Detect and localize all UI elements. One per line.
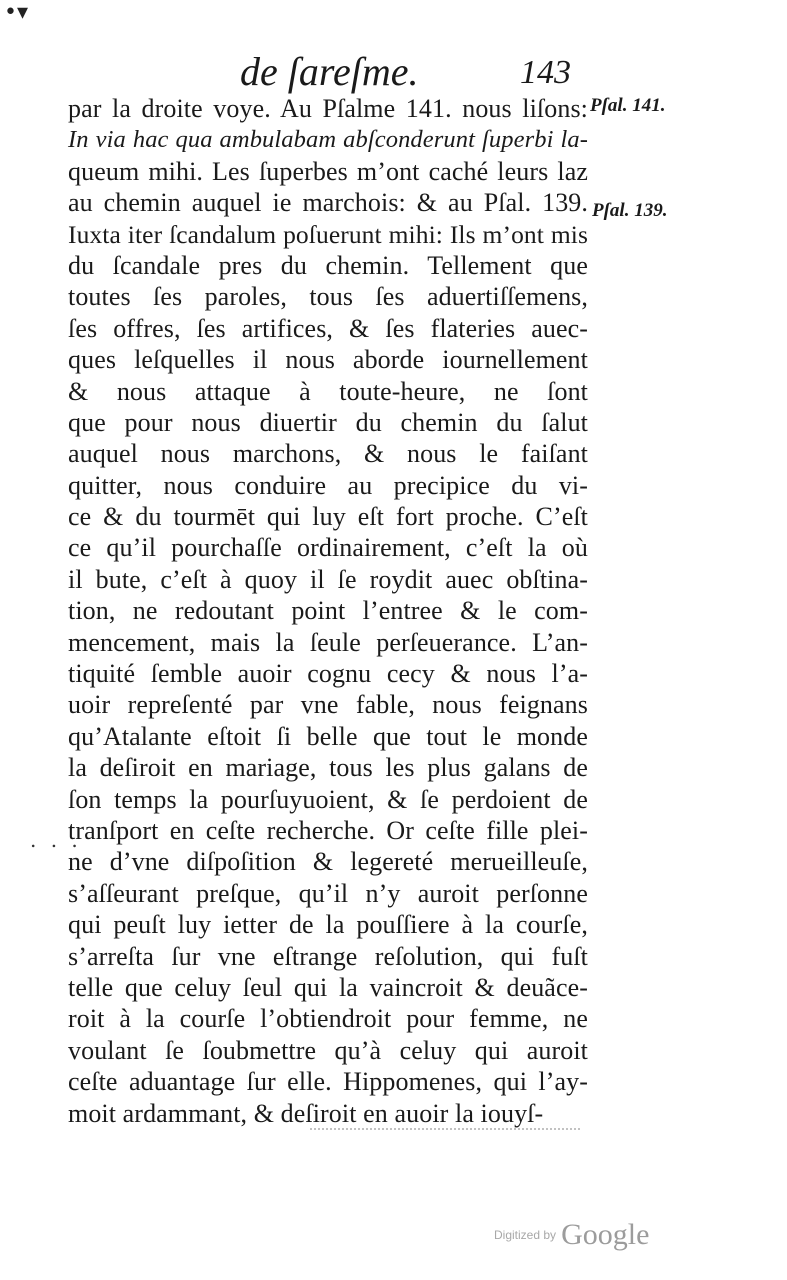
text-line: ne d’vne diſpoſition & legereté merueilleuſe, bbox=[68, 847, 588, 877]
body-text bbox=[68, 93, 588, 1129]
text-line: quitter, nous conduire au precipice du vi- bbox=[68, 470, 588, 500]
text-line: ce qu’il pourchaſſe ordinairement, c’eſt la où bbox=[68, 533, 588, 563]
text-line: moit ardammant, & deſiroit en auoir la iouyſ- bbox=[68, 1098, 544, 1128]
text-line: s’aſſeurant preſque, qu’il n’y auroit perſonne bbox=[68, 878, 588, 908]
text-line: qu’Atalante eſtoit ſi belle que tout le monde bbox=[68, 721, 588, 751]
text-line: telle que celuy ſeul qui la vaincroit & deuãce- bbox=[68, 972, 588, 1002]
text-line: mencement, mais la ſeule perſeuerance. L’an- bbox=[68, 627, 588, 657]
text-line-latin: Iuxta iter ſcandalum poſuerunt mihi: Ils m’ont mis bbox=[68, 219, 588, 249]
text-line: uoir repreſenté par vne fable, nous feignans bbox=[68, 690, 588, 720]
watermark-brand: Google bbox=[561, 1218, 650, 1251]
text-line: du ſcandale pres du chemin. Tellement que bbox=[68, 250, 588, 280]
text-line: tranſport en ceſte recherche. Or ceſte fille plei- bbox=[68, 815, 588, 845]
margin-dots: . . . bbox=[30, 828, 82, 852]
text-line: par la droite voye. Au Pſalme 141. nous liſons: bbox=[68, 94, 588, 123]
bleed-through-trace bbox=[310, 1128, 580, 1136]
text-line: toutes ſes paroles, tous ſes aduertiſſemens, bbox=[68, 282, 588, 312]
text-line: ce & du tourmēt qui luy eſt fort proche. C’eſt bbox=[68, 502, 588, 532]
text-line: & nous attaque à toute-heure, ne ſont bbox=[68, 376, 588, 406]
text-line: ques leſquelles il nous aborde iournellement bbox=[68, 345, 588, 375]
text-line: queum mihi. Les ſuperbes m’ont caché leurs laz bbox=[68, 156, 588, 186]
text-line: qui peuſt luy ietter de la pouſſiere à la courſe, bbox=[68, 910, 588, 940]
text-line: ſon temps la pourſuyuoient, & ſe perdoient de bbox=[68, 784, 588, 814]
digitization-watermark bbox=[494, 1218, 649, 1252]
text-line: voulant ſe ſoubmettre qu’à celuy qui auroit bbox=[68, 1035, 588, 1065]
text-line: au chemin auquel ie marchois: & au Pſal. 139. bbox=[68, 188, 588, 218]
text-line: roit à la courſe l’obtiendroit pour femme, ne bbox=[68, 1004, 588, 1034]
text-line: ſes offres, ſes artifices, & ſes flateries auec- bbox=[68, 313, 588, 343]
watermark-prefix: Digitized by bbox=[494, 1228, 557, 1242]
text-line: tion, ne redoutant point l’entree & le com- bbox=[68, 596, 588, 626]
corner-ornament: •▾ bbox=[4, 0, 29, 25]
text-line: la deſiroit en mariage, tous les plus galans de bbox=[68, 753, 588, 783]
page-number: 143 bbox=[520, 54, 571, 91]
text-line: il bute, c’eſt à quoy il ſe roydit auec obſtina- bbox=[68, 564, 588, 594]
text-line: ceſte aduantage ſur elle. Hippomenes, qui l’ay- bbox=[68, 1067, 588, 1097]
running-title: de ſareſme. bbox=[240, 49, 419, 94]
margin-note-psalm-141: Pſal. 141. bbox=[590, 95, 666, 116]
text-line: s’arreſta ſur vne eſtrange reſolution, qui fuſt bbox=[68, 941, 588, 971]
text-line: tiquité ſemble auoir cognu cecy & nous l’a- bbox=[68, 659, 588, 689]
margin-note-psalm-139: Pſal. 139. bbox=[592, 200, 668, 221]
text-line: que pour nous diuertir du chemin du ſalut bbox=[68, 407, 588, 437]
text-line-latin: In via hac qua ambulabam abſconderunt ſuperbi la- bbox=[68, 126, 588, 154]
text-line: auquel nous marchons, & nous le faiſant bbox=[68, 439, 588, 469]
